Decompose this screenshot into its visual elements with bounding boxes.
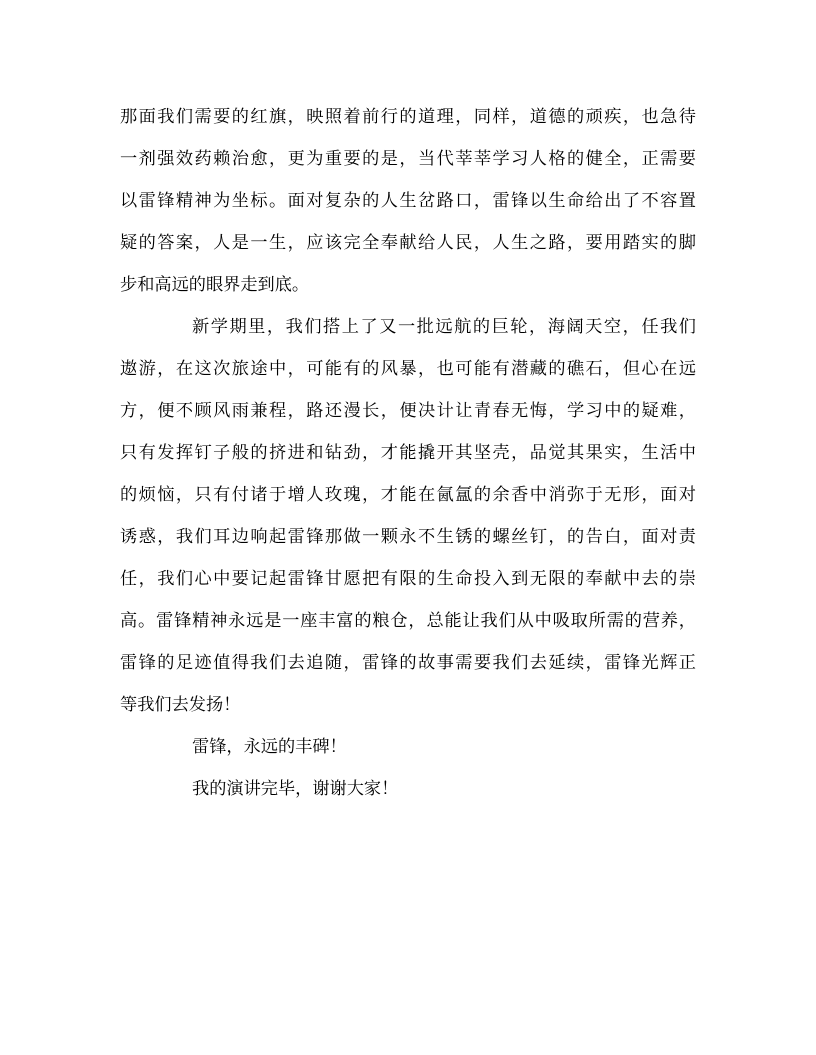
text-line: 以雷锋精神为坐标。面对复杂的人生岔路口，雷锋以生命给出了不容置 xyxy=(120,191,696,211)
text-line: 一剂强效药赖治愈，更为重要的是，当代莘莘学习人格的健全，正需要 xyxy=(120,149,696,169)
text-line: 新学期里，我们搭上了又一批远航的巨轮，海阔天空，任我们 xyxy=(192,317,696,337)
document-page xyxy=(120,96,696,810)
text-line: 疑的答案，人是一生，应该完全奉献给人民，人生之路，要用踏实的脚 xyxy=(120,233,696,253)
text-line: 步和高远的眼界走到底。 xyxy=(120,275,310,295)
paragraph-1 xyxy=(120,96,696,306)
text-line: 只有发挥钉子般的挤进和钻劲，才能撬开其坚壳，品觉其果实，生活中 xyxy=(120,443,696,463)
text-line: 那面我们需要的红旗，映照着前行的道理，同样，道德的顽疾，也急待 xyxy=(120,107,696,127)
text-line: 等我们去发扬！ xyxy=(120,695,241,715)
text-line: 方，便不顾风雨兼程，路还漫长，便决计让青春无悔，学习中的疑难， xyxy=(120,401,696,421)
paragraph-3 xyxy=(120,726,696,768)
paragraph-2 xyxy=(120,306,696,726)
text-line: 雷锋的足迹值得我们去追随，雷锋的故事需要我们去延续，雷锋光辉正 xyxy=(120,653,696,673)
text-line: 任，我们心中要记起雷锋甘愿把有限的生命投入到无限的奉献中去的崇 xyxy=(120,569,696,589)
text-line: 高。雷锋精神永远是一座丰富的粮仓，总能让我们从中吸取所需的营养， xyxy=(120,611,696,631)
paragraph-4 xyxy=(120,768,696,810)
text-line: 诱惑，我们耳边响起雷锋那做一颗永不生锈的螺丝钉，的告白，面对责 xyxy=(120,527,696,547)
text-line: 雷锋，永远的丰碑！ xyxy=(192,737,347,757)
text-line: 的烦恼，只有付诸于增人玫瑰，才能在氤氲的余香中消弥于无形，面对 xyxy=(120,485,696,505)
text-line: 我的演讲完毕，谢谢大家！ xyxy=(192,779,399,799)
text-line: 遨游，在这次旅途中，可能有的风暴，也可能有潜藏的礁石，但心在远 xyxy=(120,359,696,379)
